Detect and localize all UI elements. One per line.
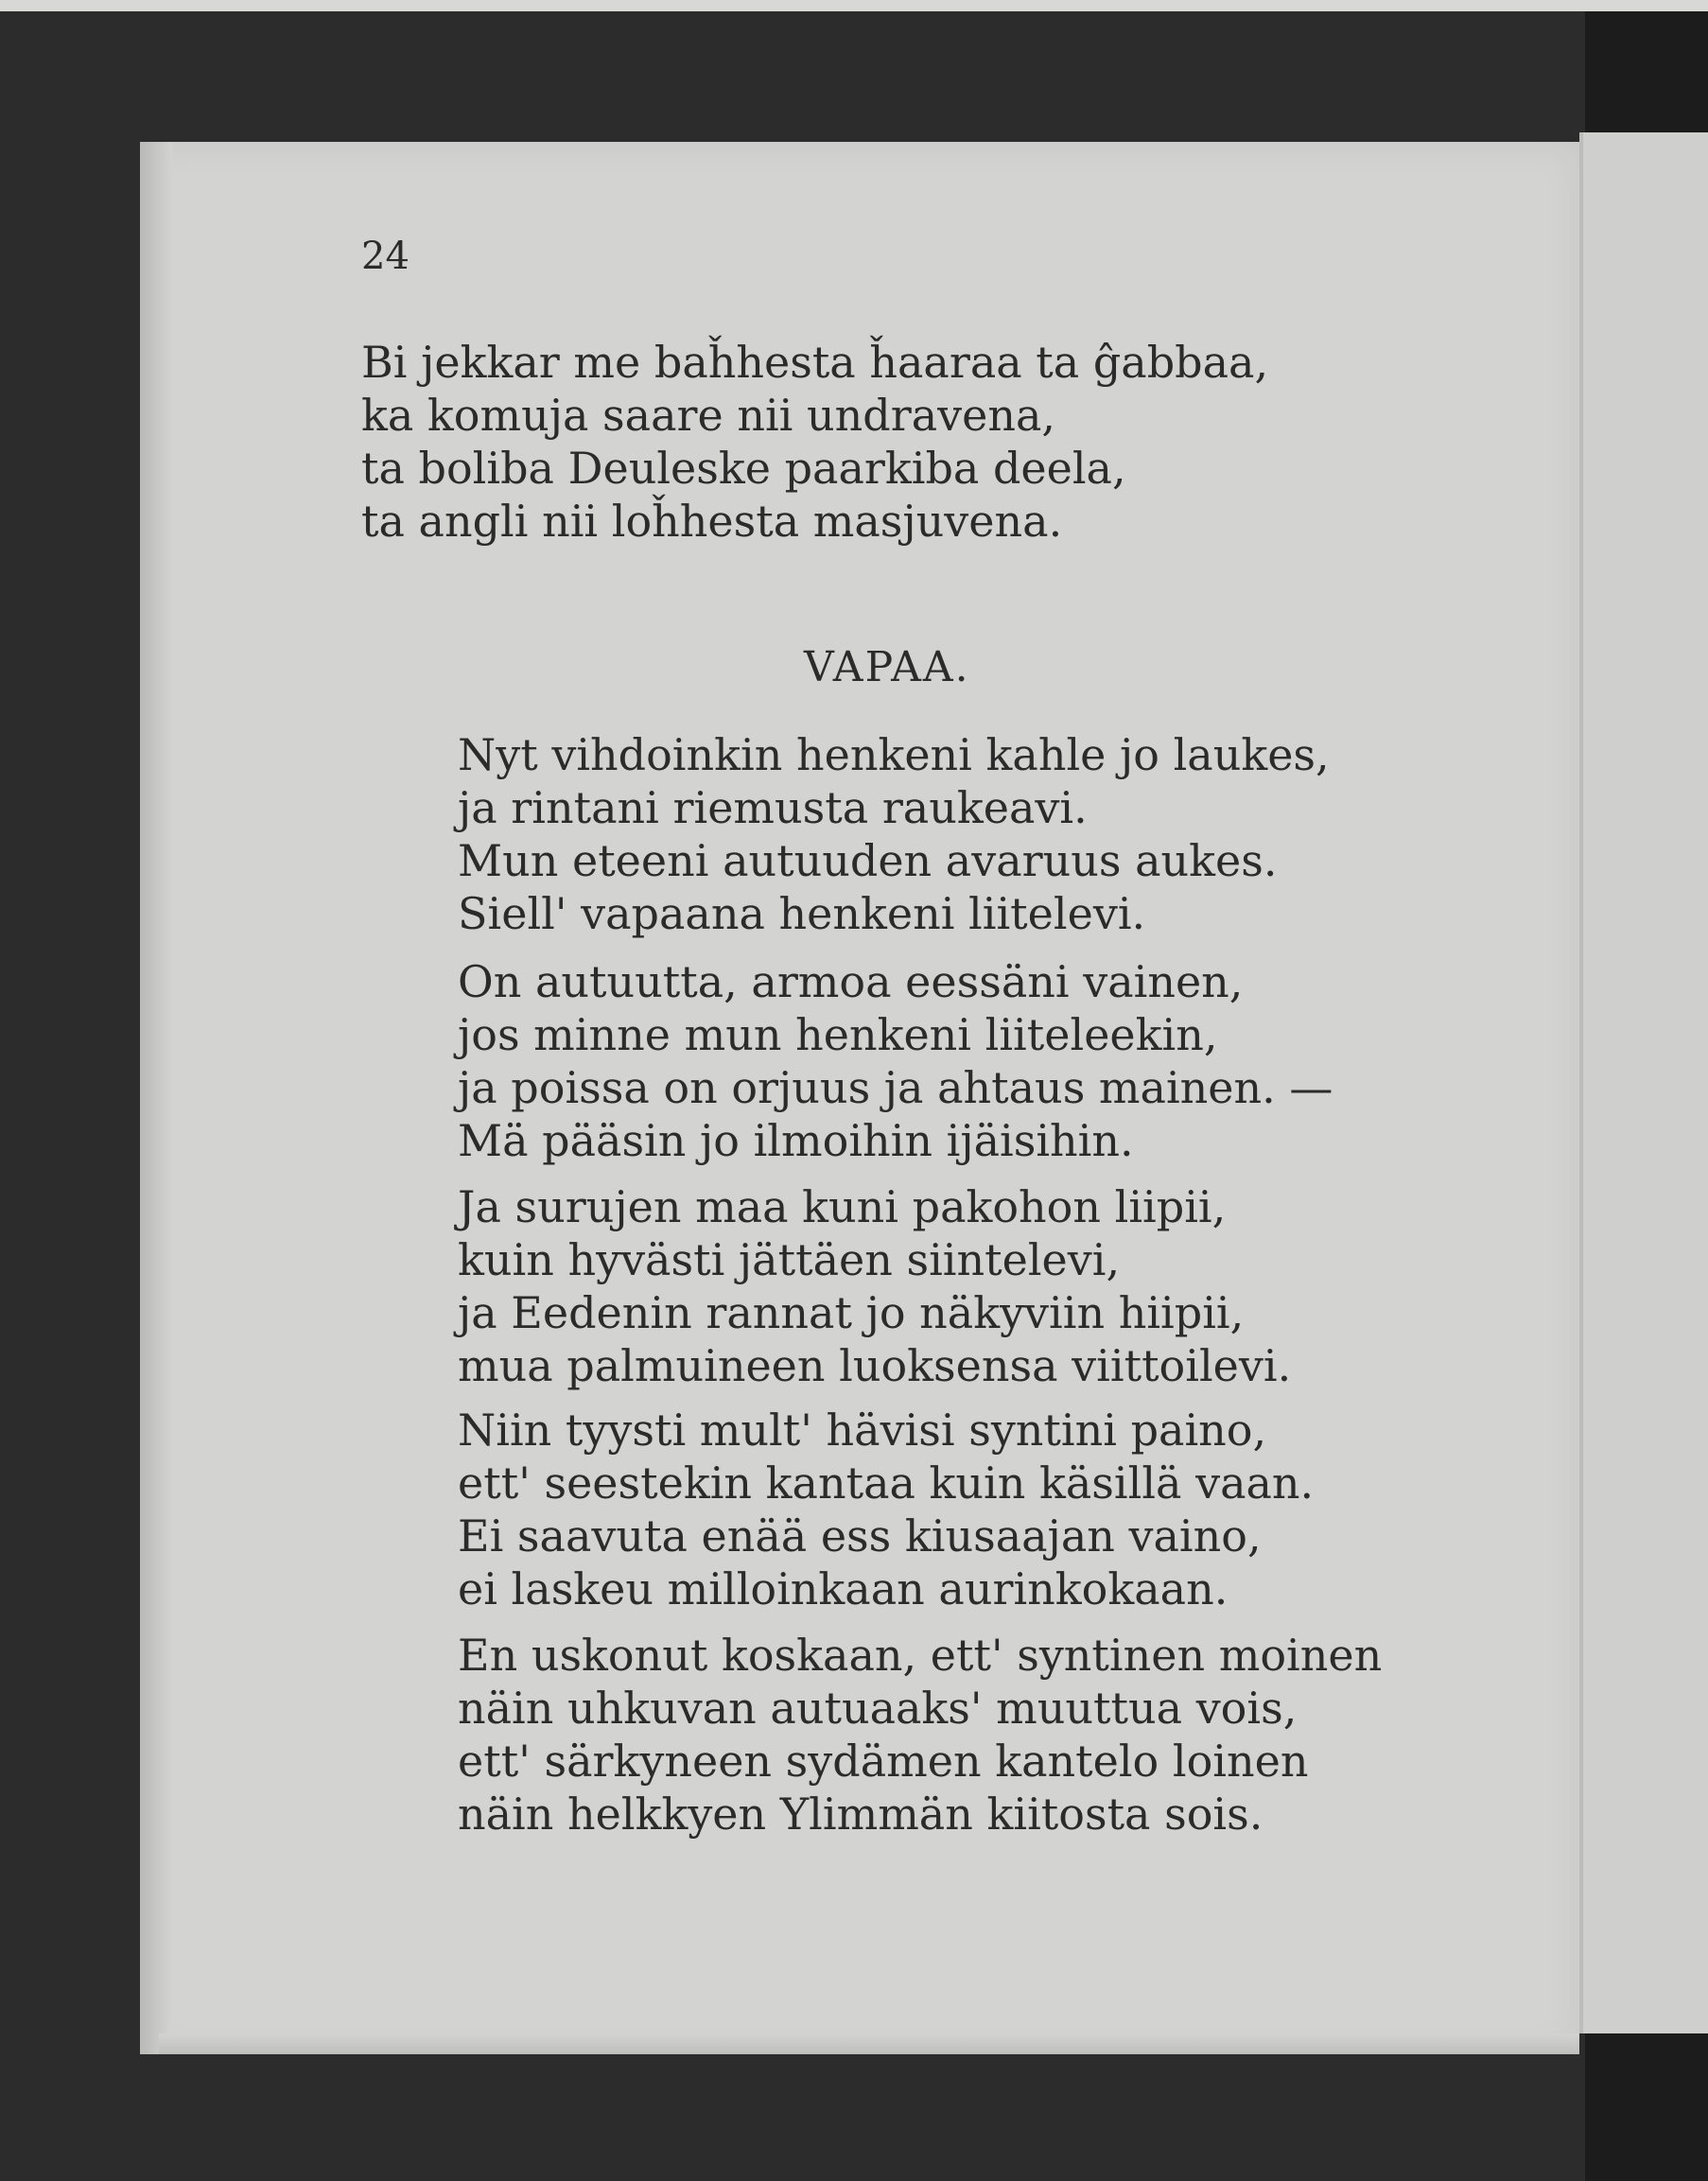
verse-line: ka komuja saare nii undravena, (361, 390, 1056, 441)
verse-line: ja rintani riemusta raukeavi. (458, 782, 1088, 833)
page-bottom-edge (159, 2033, 1579, 2054)
verse-line: ta angli nii loȟhesta masjuvena. (361, 496, 1063, 547)
scan-top-margin (0, 0, 1708, 11)
verse-line: On autuutta, armoa eessäni vainen, (458, 956, 1244, 1007)
verse-line: Mun eteeni autuuden avaruus aukes. (458, 835, 1278, 886)
intro-stanza (361, 336, 1268, 548)
poem-stanza-5 (458, 1629, 1382, 1841)
adjacent-page-edge (1579, 132, 1708, 2033)
verse-line: Bi jekkar me baȟhesta ȟaaraa ta ĝabbaa, (361, 337, 1269, 388)
poem-stanza-2 (458, 955, 1333, 1167)
verse-line: ja poissa on orjuus ja ahtaus mainen. — (458, 1062, 1333, 1113)
verse-line: ta boliba Deuleske paarkiba deela, (361, 443, 1126, 494)
poem-stanza-3 (458, 1180, 1291, 1392)
verse-line: näin uhkuvan autuaaks' muuttua vois, (458, 1683, 1298, 1734)
verse-line: ett' särkyneen sydämen kantelo loinen (458, 1736, 1309, 1787)
verse-line: Ja surujen maa kuni pakohon liipii, (458, 1181, 1227, 1232)
verse-line: ett' seestekin kantaa kuin käsillä vaan. (458, 1457, 1315, 1509)
verse-line: Nyt vihdoinkin henkeni kahle jo laukes, (458, 729, 1330, 780)
verse-line: ei laskeu milloinkaan aurinkokaan. (458, 1563, 1229, 1614)
verse-line: En uskonut koskaan, ett' syntinen moinen (458, 1630, 1383, 1681)
page-number: 24 (361, 235, 410, 278)
page-gutter-shadow (140, 142, 172, 2054)
verse-line: Mä pääsin jo ilmoihin ijäisihin. (458, 1115, 1134, 1166)
verse-line: mua palmuineen luoksensa viittoilevi. (458, 1340, 1292, 1391)
poem-title: VAPAA. (804, 643, 970, 691)
verse-line: Ei saavuta enää ess kiusaajan vaino, (458, 1510, 1262, 1562)
verse-line: kuin hyvästi jättäen siintelevi, (458, 1234, 1121, 1285)
verse-line: Siell' vapaana henkeni liitelevi. (458, 888, 1146, 939)
poem-stanza-4 (458, 1404, 1314, 1615)
verse-line: Niin tyysti mult' hävisi syntini paino, (458, 1405, 1267, 1456)
verse-line: näin helkkyen Ylimmän kiitosta sois. (458, 1788, 1264, 1840)
verse-line: ja Eedenin rannat jo näkyviin hiipii, (458, 1287, 1245, 1338)
poem-stanza-1 (458, 728, 1330, 940)
verse-line: jos minne mun henkeni liiteleekin, (458, 1009, 1218, 1060)
